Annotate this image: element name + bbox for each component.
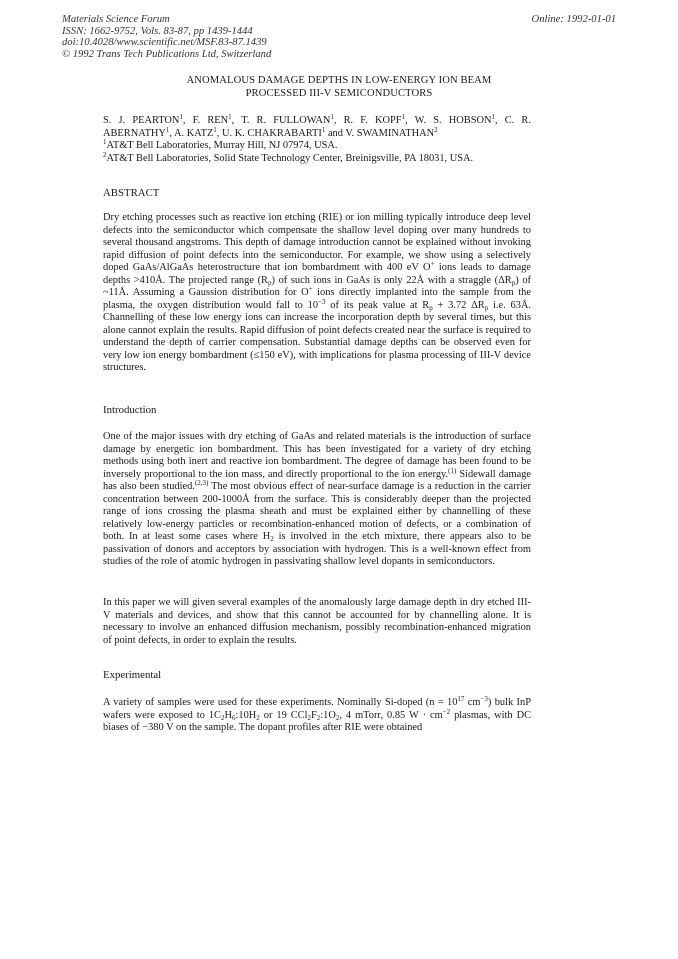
author: T. R. FULLOWAN bbox=[241, 115, 331, 126]
affiliation-marker: 1 bbox=[103, 138, 107, 146]
body-text: cm bbox=[464, 697, 481, 708]
body-text: A variety of samples were used for these experiments. Nominally Si-doped (n = 10 bbox=[103, 697, 458, 708]
affiliation-marker: 1 bbox=[330, 113, 334, 121]
subscript: p bbox=[429, 303, 433, 312]
body-text: plasmas, with DC biases of −380 V on the sample. The dopant profiles after RIE were obtained bbox=[103, 709, 532, 733]
subscript: 2 bbox=[316, 713, 321, 722]
affiliations bbox=[103, 140, 543, 165]
superscript: + bbox=[308, 285, 313, 293]
online-date: Online: 1992-01-01 bbox=[531, 14, 616, 25]
superscript: + bbox=[430, 260, 435, 268]
copyright-line: © 1992 Trans Tech Publications Ltd, Switzerland bbox=[62, 48, 272, 60]
superscript: −3 bbox=[480, 695, 488, 703]
abstract-text: ) of ~11Å. Assuming a Gaussion distribution for O bbox=[103, 274, 531, 298]
abstract-paragraph bbox=[103, 212, 531, 375]
author-list: S. J. PEARTON$^1$, F. REN$^1$, T. R. FULLOWAN$^1$, R. F. KOPF$^1$, W. S. HOBSON$^1$, C. R. ABERNATHY$^1$, A. KATZ$^1$, U. K. CHAKRABARTI$^1$ and V. SWAMINATHAN$^2$ bbox=[103, 113, 531, 139]
body-text: is involved in the etch mixture, there appears also to be passivation of donors and acceptors by association with hydrogen. This is a well-known effect from studies of the role of atomic hydrogen in passivating shallow level dopants in semiconductors. bbox=[103, 531, 531, 567]
body-text: F bbox=[310, 709, 317, 721]
superscript: −3 bbox=[318, 297, 326, 306]
journal-name: Materials Science Forum bbox=[62, 14, 170, 25]
author: R. F. KOPF bbox=[343, 115, 402, 126]
author: W. S. HOBSON bbox=[414, 115, 492, 126]
subscript: p bbox=[511, 278, 516, 287]
author: F. REN bbox=[192, 115, 229, 126]
body-text: In this paper we will given several examples of the anomalously large damage depth in dry etched III-V materials and devices, and show that this cannot be accounted for by channelling alone. It is necessary to involve an enhanced diffusion mechanism, possibly recombination-enhanced migration of point defects, in order to explain the results. bbox=[103, 597, 531, 646]
subscript: 2 bbox=[307, 713, 311, 722]
subscript: p bbox=[484, 303, 489, 312]
affiliation-1 bbox=[103, 140, 543, 153]
affiliation-marker: 1 bbox=[179, 113, 183, 121]
affiliation-2 bbox=[103, 150, 543, 166]
affiliation-text: AT&T Bell Laboratories, Solid State Technology Center, Breinigsville, PA 18031, USA. bbox=[106, 152, 474, 164]
abstract-text: i.e. 63Å. Channelling of these low energy ions can increase the incorporation depth by several times, but this alone cannot explain the results. Rapid diffusion of point defects created near the surface is required to understand the depth of carrier compensation. Substantial damage depths can be observed even for very low ion energy bombardment (≤150 eV), with implications for plasma processing of III-V device structures. bbox=[103, 299, 531, 373]
subscript: 2 bbox=[270, 535, 274, 543]
title-line-2: PROCESSED III-V SEMICONDUCTORS bbox=[245, 88, 433, 99]
affiliation-marker: 1 bbox=[228, 113, 232, 121]
citation: (2,3) bbox=[194, 479, 209, 487]
affiliation-text: AT&T Bell Laboratories, Murray Hill, NJ 07974, USA. bbox=[106, 140, 338, 151]
body-text: :1O bbox=[320, 709, 336, 721]
experimental-heading: Experimental bbox=[103, 669, 162, 681]
abstract-text: + 3.72 ΔR bbox=[432, 299, 485, 311]
affiliation-marker: 2 bbox=[103, 150, 107, 159]
affiliation-marker: 1 bbox=[321, 125, 326, 134]
body-text: Sidewall damage has also been studied. bbox=[103, 468, 531, 492]
introduction-heading: Introduction bbox=[103, 404, 157, 416]
abstract-text: ) of such ions in GaAs is only 22Å with a straggle (ΔR bbox=[271, 274, 512, 286]
superscript: −2 bbox=[442, 707, 451, 716]
affiliation-marker: 1 bbox=[165, 125, 170, 134]
affiliation-marker: 1 bbox=[213, 125, 217, 134]
body-text: ) bulk InP wafers were exposed to 1C bbox=[103, 697, 531, 721]
conjunction: and bbox=[327, 127, 343, 139]
body-text: H bbox=[224, 709, 232, 721]
abstract-heading: ABSTRACT bbox=[103, 187, 160, 199]
author: A. KATZ bbox=[174, 127, 214, 139]
paper-title bbox=[0, 74, 678, 100]
subscript: 2 bbox=[335, 713, 340, 722]
introduction-paragraph-1 bbox=[103, 431, 531, 569]
abstract-text: Dry etching processes such as reactive ion etching (RIE) or ion milling typically introduce deep level defects into the semiconductor which compensate the shallow level doping over many hundreds to several thousand angstroms. This depth of damage introduction cannot be explained without invoking rapid diffusion of point defects into the semiconductor. For example, we show using a selectively doped GaAs/AlGaAs heterostructure that ion bombardment with 400 eV O bbox=[103, 212, 531, 273]
subscript: 2 bbox=[220, 713, 225, 722]
issn-line: ISSN: 1662-9752, Vols. 83-87, pp 1439-1444 bbox=[62, 25, 253, 37]
introduction-paragraph-2 bbox=[103, 597, 531, 647]
subscript: 6 bbox=[232, 713, 236, 722]
body-text: The most obvious effect of near-surface damage is a reduction in the carrier concentration between 200-1000Å from the surface. This is considerably deeper than the projected range of ions crossing the plasma sheath and must be explained either by channelling of these relatively low-energy particles or recombination-enhanced motion of defects, or a combination of both. In at least some cases where H bbox=[103, 481, 531, 542]
author: U. K. CHAKRABARTI bbox=[222, 127, 322, 139]
body-text: One of the major issues with dry etching of GaAs and related materials is the introduction of surface damage by energetic ion bombardment. This has been investigated for a variety of dry etching methods using both inert and reactive ion bombardment. The degree of damage has been found to be inversely proportional to the ion mass, and directly proportional to the ion energy. bbox=[103, 431, 531, 480]
author: V. SWAMINATHAN bbox=[345, 127, 435, 139]
affiliation-marker: 1 bbox=[491, 113, 495, 121]
body-text: or 19 CCl bbox=[259, 709, 308, 721]
experimental-paragraph bbox=[103, 697, 531, 735]
abstract-text: of its peak value at R bbox=[325, 299, 430, 311]
author: C. R. ABERNATHY bbox=[103, 115, 531, 139]
journal-header bbox=[62, 14, 271, 60]
body-text: :10H bbox=[235, 709, 257, 721]
citation: (1) bbox=[448, 466, 457, 475]
subscript: p bbox=[267, 278, 272, 287]
affiliation-marker: 2 bbox=[434, 125, 438, 134]
superscript: 17 bbox=[457, 695, 465, 703]
author: S. J. PEARTON bbox=[103, 115, 180, 126]
abstract-text: ions leads to damage depths >410Å. The projected range (R bbox=[103, 262, 532, 286]
affiliation-marker: 1 bbox=[401, 113, 406, 121]
abstract-text: ions directly implanted into the sample from the plasma, the oxygen distribution would fall to 10 bbox=[103, 287, 531, 311]
title-line-1: ANOMALOUS DAMAGE DEPTHS IN LOW-ENERGY ION BEAM bbox=[186, 75, 492, 86]
body-text: , 4 mTorr, 0.85 W · cm bbox=[339, 709, 443, 721]
subscript: 2 bbox=[256, 713, 260, 722]
doi-line: doi:10.4028/www.scientific.net/MSF.83-87.1439 bbox=[62, 37, 267, 49]
